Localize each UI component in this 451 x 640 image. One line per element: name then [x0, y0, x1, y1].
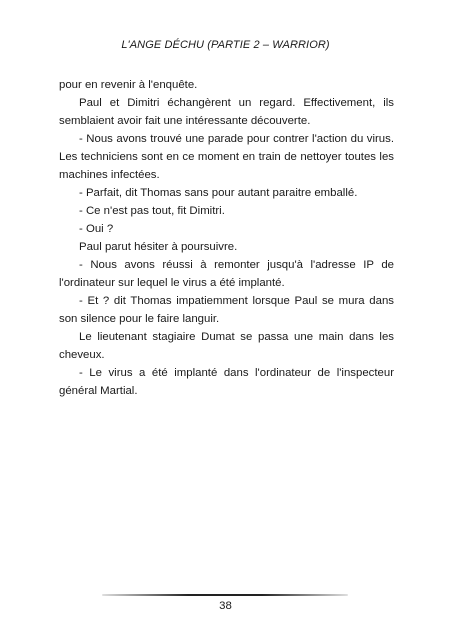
paragraph: - Parfait, dit Thomas sans pour autant paraitre emballé.: [79, 187, 358, 199]
paragraph: - Le virus a été implanté dans l'ordinateur de l'inspecteur général Martial.: [59, 367, 394, 397]
paragraph: - Oui ?: [79, 223, 114, 235]
paragraph: - Ce n'est pas tout, fit Dimitri.: [79, 205, 225, 217]
running-header: L'ANGE DÉCHU (PARTIE 2 – WARRIOR): [121, 39, 330, 51]
paragraph: pour en revenir à l'enquête.: [59, 79, 198, 91]
paragraph: Paul et Dimitri échangèrent un regard. Effectivement, ils semblaient avoir fait une intéressante découverte.: [59, 97, 394, 127]
body-text: [59, 76, 394, 400]
paragraph: Paul parut hésiter à poursuivre.: [79, 241, 238, 253]
paragraph: - Et ? dit Thomas impatiemment lorsque Paul se mura dans son silence pour le faire languir.: [59, 295, 394, 325]
paragraph: - Nous avons réussi à remonter jusqu'à l'adresse IP de l'ordinateur sur lequel le virus a été implanté.: [59, 259, 394, 289]
paragraph: Le lieutenant stagiaire Dumat se passa une main dans les cheveux.: [59, 331, 394, 361]
page-number: 38: [219, 600, 232, 612]
footer-rule: [102, 594, 348, 596]
paragraph: - Nous avons trouvé une parade pour contrer l'action du virus. Les techniciens sont en ce moment en train de nettoyer toutes les machines infectées.: [59, 133, 394, 181]
